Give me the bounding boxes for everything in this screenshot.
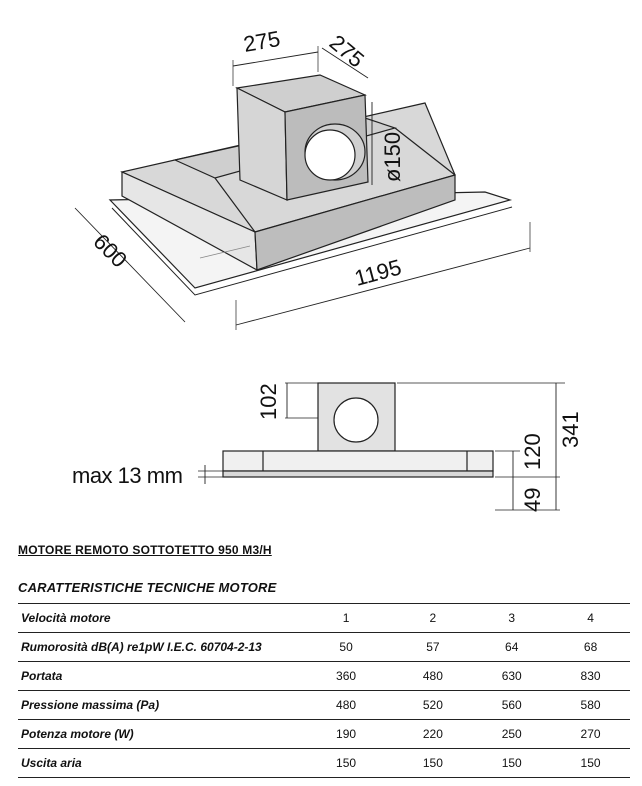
row-value: 220 (393, 720, 472, 749)
row-label: Portata (18, 662, 307, 691)
side-outlet-circle (334, 398, 378, 442)
row-value: 4 (551, 604, 630, 633)
row-value: 480 (307, 691, 394, 720)
row-value: 150 (307, 749, 394, 778)
table-row (18, 633, 630, 662)
row-label: Potenza motore (W) (18, 720, 307, 749)
row-value: 580 (551, 691, 630, 720)
dim-max-gap: max 13 mm (72, 463, 183, 488)
dim-motor-height: 102 (256, 383, 281, 420)
row-value: 64 (472, 633, 551, 662)
row-label: Velocità motore (18, 604, 307, 633)
row-value: 250 (472, 720, 551, 749)
side-view (198, 383, 565, 510)
specs-table (18, 603, 630, 778)
row-value: 560 (472, 691, 551, 720)
product-subtitle: MOTORE REMOTO SOTTOTETTO 950 M3/H (18, 543, 272, 557)
row-value: 57 (393, 633, 472, 662)
row-value: 830 (551, 662, 630, 691)
row-value: 480 (393, 662, 472, 691)
dim-depth: 600 (88, 228, 133, 273)
row-label: Pressione massima (Pa) (18, 691, 307, 720)
table-row (18, 604, 630, 633)
table-row (18, 720, 630, 749)
row-label: Uscita aria (18, 749, 307, 778)
table-row (18, 749, 630, 778)
row-value: 1 (307, 604, 394, 633)
dim-bottom: 49 (520, 487, 545, 512)
row-value: 190 (307, 720, 394, 749)
row-value: 360 (307, 662, 394, 691)
row-value: 50 (307, 633, 394, 662)
dim-chimney-depth: 275 (324, 29, 369, 73)
table-row (18, 691, 630, 720)
dim-chimney-width: 275 (241, 25, 283, 57)
specs-table-title: CARATTERISTICHE TECNICHE MOTORE (18, 580, 277, 595)
dim-body-height: 120 (520, 433, 545, 470)
dim-outlet-diameter: ø150 (380, 131, 405, 182)
row-value: 150 (393, 749, 472, 778)
dim-length: 1195 (351, 254, 404, 291)
row-value: 2 (393, 604, 472, 633)
row-label: Rumorosità dB(A) re1pW I.E.C. 60704-2-13 (18, 633, 307, 662)
row-value: 150 (472, 749, 551, 778)
isometric-view (75, 46, 530, 330)
row-value: 68 (551, 633, 630, 662)
row-value: 3 (472, 604, 551, 633)
row-value: 520 (393, 691, 472, 720)
table-row (18, 662, 630, 691)
row-value: 630 (472, 662, 551, 691)
dim-total-height: 341 (558, 411, 583, 448)
row-value: 150 (551, 749, 630, 778)
row-value: 270 (551, 720, 630, 749)
